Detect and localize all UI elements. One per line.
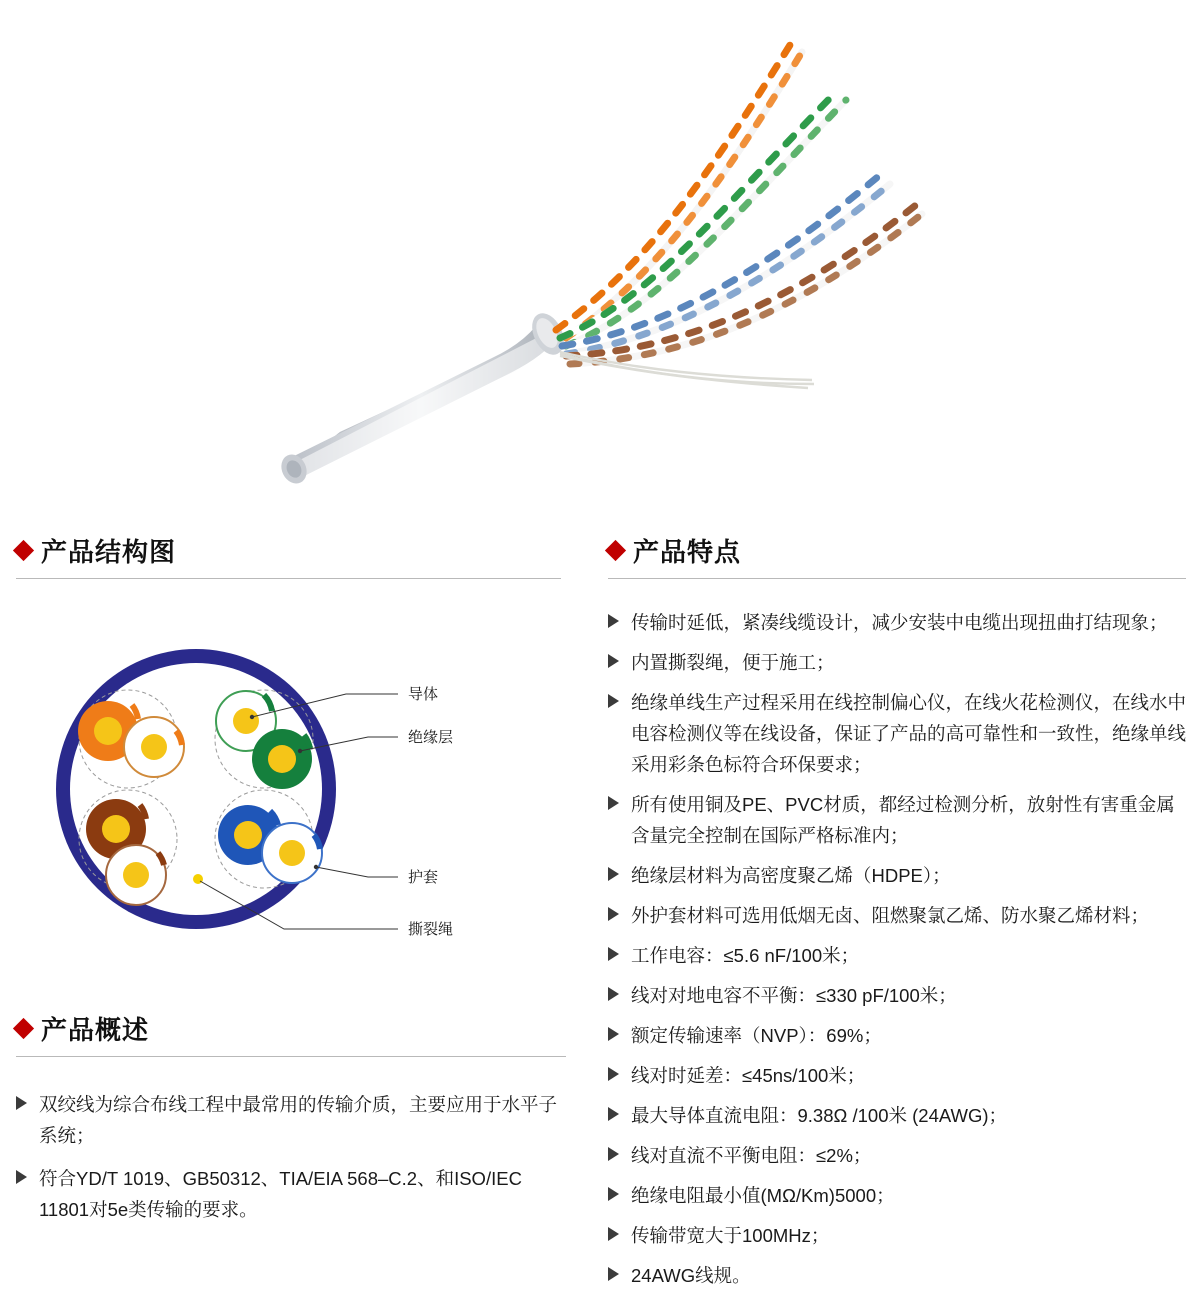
overview-divider [16,1056,566,1057]
list-item [608,980,1186,1011]
feature-item-text: 绝缘单线生产过程采用在线控制偏心仪，在线火花检测仪，在线水中电容检测仪等在线设备，保证了产品的高可靠性和一致性，绝缘单线采用彩条色标符合环保要求； [631,692,1187,775]
triangle-bullet-icon [608,867,619,881]
label-jacket: 护套 [408,869,439,886]
overview-section [16,1010,566,1237]
triangle-bullet-icon [608,1227,619,1241]
features-list [608,607,1186,1291]
triangle-bullet-icon [608,1067,619,1081]
list-item [608,1060,1186,1091]
feature-item-text: 传输带宽大于100MHz； [631,1225,830,1246]
triangle-bullet-icon [608,1267,619,1281]
triangle-bullet-icon [608,796,619,810]
features-divider [608,578,1186,579]
list-item [608,1020,1186,1051]
feature-item-text: 最大导体直流电阻：9.38Ω /100米 (24AWG)； [631,1105,1008,1126]
diamond-bullet-icon [13,540,34,561]
feature-item-text: 线对直流不平衡电阻：≤2%； [631,1145,872,1166]
triangle-bullet-icon [608,907,619,921]
overview-title: 产品概述 [41,1015,150,1045]
triangle-bullet-icon [608,987,619,1001]
feature-item-text: 额定传输速率（NVP）：69%； [631,1025,882,1046]
diamond-bullet-icon [13,1018,34,1039]
twisted-pair-orange [556,45,802,338]
cable-photo-illustration [0,0,1200,500]
list-item [608,900,1186,931]
cable-jacket-body [277,326,560,488]
structure-heading [16,532,561,569]
list-item [608,1180,1186,1211]
list-item [608,647,1186,678]
feature-item-text: 内置撕裂绳，便于施工； [631,652,835,673]
feature-item-text: 所有使用铜及PE、PVC材质，都经过检测分析，放射性有害重金属含量完全控制在国际严格标准内； [631,794,1175,846]
feature-item-text: 工作电容：≤5.6 nF/100米； [631,945,860,966]
triangle-bullet-icon [16,1096,27,1110]
features-heading [608,532,1186,569]
list-item [16,1089,566,1151]
triangle-bullet-icon [608,1027,619,1041]
feature-item-text: 线对对地电容不平衡：≤330 pF/100米； [631,985,957,1006]
triangle-bullet-icon [608,654,619,668]
list-item [608,1100,1186,1131]
features-title: 产品特点 [633,537,742,567]
feature-item-text: 绝缘电阻最小值(MΩ/Km)5000； [631,1185,895,1206]
list-item [16,1163,566,1225]
overview-heading [16,1010,566,1047]
list-item [608,789,1186,851]
list-item [608,1260,1186,1291]
features-section [608,532,1186,1300]
triangle-bullet-icon [16,1170,27,1184]
triangle-bullet-icon [608,1107,619,1121]
triangle-bullet-icon [608,1147,619,1161]
label-ripcord: 撕裂绳 [408,921,454,938]
list-item [608,940,1186,971]
feature-item-text: 线对时延差：≤45ns/100米； [631,1065,866,1086]
label-conductor: 导体 [408,686,439,703]
list-item [608,607,1186,638]
structure-section [16,532,561,969]
diamond-bullet-icon [605,540,626,561]
feature-item-text: 外护套材料可选用低烟无卤、阻燃聚氯乙烯、防水聚乙烯材料； [631,905,1150,926]
feature-item-text: 24AWG线规。 [631,1265,751,1286]
feature-item-text: 传输时延低，紧凑线缆设计，减少安装中电缆出现扭曲打结现象； [631,612,1168,633]
product-photo [0,0,1200,500]
triangle-bullet-icon [608,1187,619,1201]
list-item [608,860,1186,891]
triangle-bullet-icon [608,694,619,708]
list-item [608,1140,1186,1171]
list-item [608,687,1186,780]
feature-item-text: 绝缘层材料为高密度聚乙烯（HDPE）； [631,865,951,886]
triangle-bullet-icon [608,614,619,628]
cable-cross-section-svg [16,639,561,969]
overview-item-text: 符合YD/T 1019、GB50312、TIA/EIA 568–C.2、和ISO/IEC 11801对5e类传输的要求。 [39,1168,522,1220]
structure-title: 产品结构图 [41,537,177,567]
overview-list [16,1089,566,1225]
overview-item-text: 双绞线为综合布线工程中最常用的传输介质，主要应用于水平子系统； [39,1094,558,1146]
triangle-bullet-icon [608,947,619,961]
label-insulation: 绝缘层 [408,729,454,746]
ripcord-strand [560,352,814,388]
structure-divider [16,578,561,579]
structure-diagram [16,639,561,969]
list-item [608,1220,1186,1251]
ripcord-dot [193,874,203,884]
